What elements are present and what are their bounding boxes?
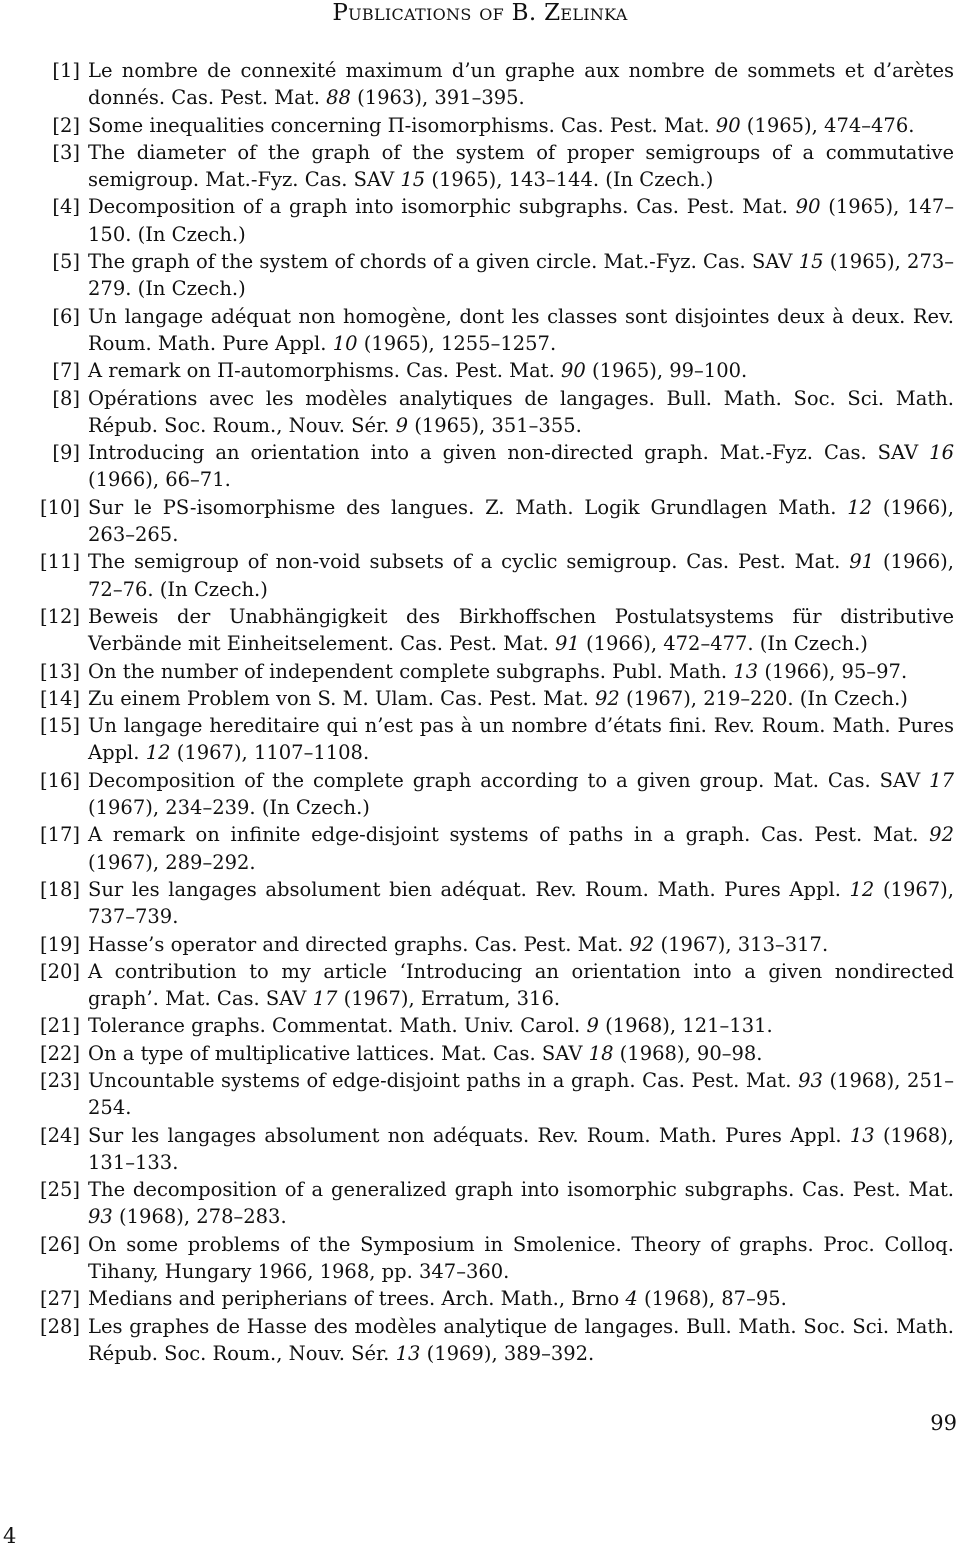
reference-citation: Introducing an orientation into a given non-directed graph. Mat.-Fyz. Cas. SAV xyxy=(88,441,930,465)
reference-year-pages: (1963), 391–395. xyxy=(350,86,525,110)
reference-year-pages: (1967), 737–739. xyxy=(88,877,954,929)
reference-text xyxy=(80,1176,954,1231)
reference-citation: Some inequalities concerning Π-isomorphisms. Cas. Pest. Mat. xyxy=(88,113,716,137)
reference-volume: 93 xyxy=(798,1068,823,1092)
reference-volume: 90 xyxy=(560,359,586,383)
reference-item xyxy=(38,139,954,194)
reference-number: [19] xyxy=(39,932,80,956)
reference-text xyxy=(80,112,954,139)
reference-item xyxy=(38,112,954,139)
reference-volume: 93 xyxy=(88,1205,113,1229)
reference-number: [10] xyxy=(39,495,80,519)
reference-number: [27] xyxy=(39,1287,80,1311)
page-number: 99 xyxy=(930,1411,957,1435)
reference-volume: 9 xyxy=(395,413,408,437)
reference-citation: Sur les langages absolument bien adéquat. Rev. Roum. Math. Pures Appl. xyxy=(88,877,850,901)
reference-volume: 91 xyxy=(849,550,875,574)
reference-item xyxy=(38,494,954,549)
reference-year-pages: (1968), 251–254. xyxy=(88,1068,955,1120)
reference-year-pages: (1966), 66–71. xyxy=(88,468,231,492)
reference-citation: On a type of multiplicative lattices. Mat. Cas. SAV xyxy=(88,1041,589,1065)
reference-citation: Sur les langages absolument non adéquats. Rev. Roum. Math. Pures Appl. xyxy=(88,1123,850,1147)
reference-item xyxy=(38,548,954,603)
reference-year-pages: (1967), 1107–1108. xyxy=(170,741,370,765)
reference-citation: A remark on Π-automorphisms. Cas. Pest. Mat. xyxy=(88,359,561,383)
reference-citation: Beweis der Unabhängigkeit des Birkhoffschen Postulatsystems für distributive Verbände mit Einheitselement. Cas. Pest. Mat. xyxy=(88,604,954,656)
reference-text xyxy=(80,958,954,1013)
reference-volume: 17 xyxy=(312,987,338,1011)
reference-year-pages: (1965), 143–144. (In Czech.) xyxy=(425,168,714,192)
reference-number: [28] xyxy=(39,1314,80,1338)
reference-volume: 15 xyxy=(400,168,426,192)
reference-volume: 10 xyxy=(332,331,358,355)
reference-text xyxy=(80,385,954,440)
reference-item xyxy=(38,303,954,358)
reference-volume: 12 xyxy=(849,877,875,901)
reference-item xyxy=(38,712,954,767)
reference-volume: 90 xyxy=(715,113,741,137)
reference-number: [6] xyxy=(52,304,80,328)
reference-volume: 13 xyxy=(849,1123,875,1147)
reference-item xyxy=(38,821,954,876)
reference-item xyxy=(38,57,954,112)
reference-citation: The decomposition of a generalized graph into isomorphic subgraphs. Cas. Pest. Mat. xyxy=(88,1178,954,1202)
reference-number: [16] xyxy=(39,768,80,792)
reference-item xyxy=(38,248,954,303)
reference-item xyxy=(38,1313,954,1368)
reference-item xyxy=(38,1012,954,1039)
reference-text xyxy=(80,303,954,358)
reference-text xyxy=(80,1012,954,1039)
reference-volume: 91 xyxy=(554,632,580,656)
reference-number: [26] xyxy=(39,1232,80,1256)
reference-citation: On the number of independent complete subgraphs. Publ. Math. xyxy=(88,659,734,683)
reference-number: [7] xyxy=(52,359,80,383)
reference-number: [9] xyxy=(52,441,80,465)
reference-volume: 13 xyxy=(733,659,759,683)
reference-citation: Uncountable systems of edge-disjoint paths in a graph. Cas. Pest. Mat. xyxy=(88,1068,799,1092)
reference-item xyxy=(38,439,954,494)
reference-number: [15] xyxy=(39,714,80,738)
reference-number: [12] xyxy=(39,604,80,628)
reference-volume: 92 xyxy=(629,932,655,956)
reference-year-pages: (1965), 351–355. xyxy=(408,413,582,437)
reference-citation: Les graphes de Hasse des modèles analytique de langages. Bull. Math. Soc. Sci. Math. Répub. Soc. Roum., Nouv. Sér. xyxy=(88,1314,954,1365)
reference-year-pages: (1967), 289–292. xyxy=(88,850,256,874)
reference-year-pages: (1966), 472–477. (In Czech.) xyxy=(579,632,868,656)
reference-item xyxy=(38,658,954,685)
reference-number: [13] xyxy=(39,659,80,683)
reference-text xyxy=(80,139,954,194)
reference-text xyxy=(80,494,954,549)
reference-volume: 9 xyxy=(586,1014,599,1038)
reference-citation: Un langage hereditaire qui n’est pas à un nombre d’états fini. Rev. Roum. Math. Pures Appl. xyxy=(88,714,954,765)
reference-volume: 13 xyxy=(395,1341,421,1365)
reference-item xyxy=(38,931,954,958)
reference-text xyxy=(80,57,954,112)
reference-item xyxy=(38,958,954,1013)
reference-item xyxy=(38,876,954,931)
reference-year-pages: (1967), 313–317. xyxy=(654,932,829,956)
reference-volume: 12 xyxy=(145,741,171,765)
reference-citation: Un langage adéquat non homogène, dont les classes sont disjointes deux à deux. Rev. Roum. Math. Pure Appl. xyxy=(88,304,954,355)
reference-year-pages: (1966), 72–76. (In Czech.) xyxy=(88,550,954,601)
reference-year-pages: (1965), 273–279. (In Czech.) xyxy=(88,250,955,301)
reference-text xyxy=(80,193,954,248)
reference-text xyxy=(80,1285,954,1312)
reference-text xyxy=(80,1040,954,1067)
reference-volume: 17 xyxy=(929,768,954,792)
reference-citation: On some problems of the Symposium in Smolenice. Theory of graphs. Proc. Colloq. Tihany, Hungary 1966, 1968, pp. 347–360. xyxy=(88,1232,954,1284)
reference-year-pages: (1968), 87–95. xyxy=(637,1287,787,1311)
reference-text xyxy=(80,1122,954,1177)
reference-year-pages: (1968), 131–133. xyxy=(88,1123,954,1174)
reference-item xyxy=(38,193,954,248)
reference-text xyxy=(80,876,954,931)
reference-text xyxy=(80,821,954,876)
reference-citation: Le nombre de connexité maximum d’un graphe aux nombre de sommets et d’arètes donnés. Cas. Pest. Mat. xyxy=(88,59,954,110)
reference-year-pages: (1969), 389–392. xyxy=(420,1341,595,1365)
reference-item xyxy=(38,1231,954,1286)
reference-citation: Medians and peripherians of trees. Arch. Math., Brno xyxy=(88,1287,626,1311)
reference-number: [21] xyxy=(39,1014,80,1038)
reference-year-pages: (1965), 1255–1257. xyxy=(357,331,557,355)
reference-year-pages: (1967), Erratum, 316. xyxy=(337,987,561,1011)
reference-text xyxy=(80,685,954,712)
reference-number: [23] xyxy=(39,1068,80,1092)
reference-item xyxy=(38,1040,954,1067)
reference-year-pages: (1968), 278–283. xyxy=(112,1205,287,1229)
reference-citation: Opérations avec les modèles analytiques de langages. Bull. Math. Soc. Sci. Math. Répub. Soc. Roum., Nouv. Sér. xyxy=(88,386,954,437)
reference-text xyxy=(80,1231,954,1286)
reference-volume: 18 xyxy=(588,1041,614,1065)
reference-citation: The semigroup of non-void subsets of a cyclic semigroup. Cas. Pest. Mat. xyxy=(88,550,850,574)
reference-item xyxy=(38,1285,954,1312)
reference-item xyxy=(38,767,954,822)
reference-volume: 92 xyxy=(929,823,954,847)
reference-text xyxy=(80,767,954,822)
reference-number: [24] xyxy=(39,1123,80,1147)
reference-citation: The graph of the system of chords of a given circle. Mat.-Fyz. Cas. SAV xyxy=(88,250,799,274)
reference-citation: A contribution to my article ‘Introducing an orientation into a given nondirected graph’. Mat. Cas. SAV xyxy=(88,959,954,1011)
reference-year-pages: (1967), 219–220. (In Czech.) xyxy=(619,686,908,710)
reference-volume: 92 xyxy=(594,686,620,710)
reference-year-pages: (1965), 147–150. (In Czech.) xyxy=(88,195,954,246)
reference-citation: Tolerance graphs. Commentat. Math. Univ. Carol. xyxy=(88,1014,587,1038)
reference-text xyxy=(80,603,954,658)
reference-year-pages: (1966), 263–265. xyxy=(88,495,954,547)
reference-number: [17] xyxy=(39,823,80,847)
reference-text xyxy=(80,357,954,384)
reference-item xyxy=(38,603,954,658)
reference-volume: 12 xyxy=(847,495,873,519)
reference-item xyxy=(38,1122,954,1177)
reference-year-pages: (1965), 99–100. xyxy=(585,359,748,383)
reference-item xyxy=(38,385,954,440)
reference-text xyxy=(80,658,954,685)
reference-citation: Sur le PS-isomorphisme des langues. Z. Math. Logik Grundlagen Math. xyxy=(88,495,848,519)
reference-citation: Decomposition of the complete graph according to a given group. Mat. Cas. SAV xyxy=(88,768,930,792)
reference-number: [1] xyxy=(52,59,80,82)
reference-number: [8] xyxy=(52,386,80,410)
reference-citation: Decomposition of a graph into isomorphic subgraphs. Cas. Pest. Mat. xyxy=(88,195,796,219)
reference-number: [11] xyxy=(39,550,80,574)
reference-year-pages: (1967), 234–239. (In Czech.) xyxy=(88,796,370,820)
reference-volume: 15 xyxy=(798,250,824,274)
reference-year-pages: (1966), 95–97. xyxy=(758,659,908,683)
reference-number: [18] xyxy=(39,877,80,901)
reference-citation: A remark on infinite edge-disjoint systems of paths in a graph. Cas. Pest. Mat. xyxy=(88,823,930,847)
reference-item xyxy=(38,357,954,384)
reference-text xyxy=(80,248,954,303)
reference-number: [3] xyxy=(52,140,80,164)
reference-number: [20] xyxy=(39,959,80,983)
reference-number: [14] xyxy=(39,686,80,710)
reference-text xyxy=(80,712,954,767)
page-title: Publications of B. Zelinka xyxy=(332,0,628,26)
reference-citation: Zu einem Problem von S. M. Ulam. Cas. Pest. Mat. xyxy=(88,686,595,710)
reference-item xyxy=(38,1176,954,1231)
reference-volume: 90 xyxy=(795,195,821,219)
reference-year-pages: (1968), 121–131. xyxy=(598,1014,773,1038)
reference-item xyxy=(38,1067,954,1122)
reference-citation: Hasse’s operator and directed graphs. Cas. Pest. Mat. xyxy=(88,932,630,956)
reference-year-pages: (1965), 474–476. xyxy=(740,113,915,137)
reference-text xyxy=(80,1313,954,1368)
reference-volume: 16 xyxy=(929,441,954,465)
reference-number: [22] xyxy=(39,1041,80,1065)
reference-text xyxy=(80,439,954,494)
reference-text xyxy=(80,1067,954,1122)
reference-number: [5] xyxy=(52,250,80,274)
reference-item xyxy=(38,685,954,712)
reference-volume: 4 xyxy=(625,1287,638,1311)
reference-number: [25] xyxy=(39,1178,80,1202)
margin-number: 4 xyxy=(3,1524,17,1548)
reference-year-pages: (1968), 90–98. xyxy=(613,1041,763,1065)
reference-volume: 88 xyxy=(326,86,351,110)
reference-number: [4] xyxy=(52,195,80,219)
reference-citation: The diameter of the graph of the system of proper semigroups of a commutative semigroup. Mat.-Fyz. Cas. SAV xyxy=(88,140,954,192)
reference-number: [2] xyxy=(52,113,80,137)
reference-list xyxy=(38,57,954,1367)
reference-text xyxy=(80,931,954,958)
reference-text xyxy=(80,548,954,603)
